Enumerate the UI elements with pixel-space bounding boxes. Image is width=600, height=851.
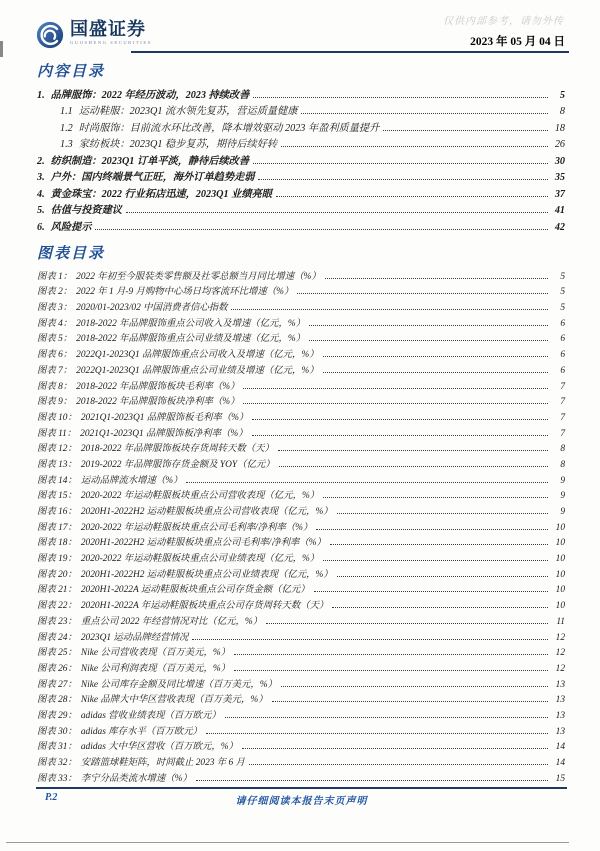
figure-toc-entry [37, 752, 565, 768]
page-number: 12 [555, 663, 565, 674]
toc-entry-title: 品牌服饰：2022 年经历波动，2023 持续改善 [50, 89, 250, 101]
figure-toc-entry [37, 564, 565, 580]
toc-entry [37, 150, 565, 167]
figure-toc-title: 图表目录 [37, 246, 106, 262]
dot-leader [234, 670, 548, 671]
figure-toc-entry [37, 595, 565, 611]
page-number: 18 [554, 122, 565, 134]
figure-toc-entry [37, 768, 565, 784]
figure-entry-title: Nike 公司利润表现（百万美元，%） [80, 663, 231, 674]
footer-page-number: P.2 [45, 792, 58, 803]
dot-leader [206, 733, 548, 734]
toc-entry [37, 117, 565, 134]
figure-entry-title: 2022 年初至今服装类零售额及社零总额当月同比增速（%） [76, 271, 321, 282]
page-number: 30 [554, 155, 565, 167]
figure-entry-title: 2020-2022 年运动鞋服板块重点公司毛利率/净利率（%） [80, 522, 313, 533]
page-number: 5 [559, 89, 565, 101]
content-toc-list [37, 84, 565, 233]
brand-logo [35, 20, 152, 50]
dot-leader [297, 293, 548, 294]
figure-entry-title: Nike 品牌大中华区营收表现（百万美元，%） [80, 695, 268, 706]
figure-entry-title: 2020H1-2022A 年运动鞋服板块重点公司存货周转天数（天） [80, 601, 329, 612]
dot-leader [243, 403, 548, 404]
page-number: 26 [554, 139, 565, 150]
page-number: 7 [560, 381, 565, 392]
figure-entry-title: 2020-2022 年运动鞋服板块重点公司营收表现（亿元，%） [80, 491, 320, 502]
page-number: 5 [560, 271, 565, 282]
figure-entry-number: 图表 14： [37, 475, 77, 486]
figure-entry-title: 2018-2022 年品牌服饰重点公司收入及增速（亿元，%） [76, 318, 306, 329]
page-number: 6 [560, 334, 565, 345]
figure-toc-entry [37, 721, 565, 737]
toc-entry-number: 2. [37, 155, 45, 167]
figure-entry-title: 2018-2022 年品牌服饰板块净利率（%） [76, 397, 240, 408]
dot-leader [258, 179, 548, 180]
page-number: 8 [560, 459, 565, 470]
dot-leader [330, 544, 548, 545]
figure-toc-entry [37, 439, 565, 455]
page-number: 37 [554, 188, 565, 200]
brand-subtitle: GUOSHENG SECURITIES [70, 40, 152, 45]
page-number: 10 [555, 585, 565, 596]
dot-leader [126, 212, 548, 213]
figure-entry-title: 2019-2022 年品牌服饰存货金额及 YOY（亿元） [80, 459, 275, 470]
page-number: 13 [555, 679, 565, 690]
toc-entry-number: 1.2 [60, 122, 73, 134]
figure-entry-title: 2022Q1-2023Q1 品牌服饰重点公司业绩及增速（亿元，%） [76, 365, 319, 376]
figure-toc-list [37, 266, 565, 784]
figure-toc-entry [37, 611, 565, 627]
dot-leader [231, 309, 548, 310]
dot-leader [337, 513, 548, 514]
figure-toc-entry [37, 658, 565, 674]
figure-entry-title: 2020-2022 年运动鞋服板块重点公司业绩表现（亿元，%） [80, 554, 320, 565]
footer-disclaimer: 请仔细阅读本报告末页声明 [235, 796, 368, 807]
figure-toc-entry [37, 643, 565, 659]
figure-entry-title: 2018-2022 年品牌服饰板块毛利率（%） [76, 381, 240, 392]
figure-toc-entry [37, 501, 565, 517]
dot-leader [196, 780, 548, 781]
figure-entry-number: 图表 16： [37, 507, 77, 517]
figure-entry-number: 图表 32： [37, 758, 77, 768]
figure-entry-number: 图表 6： [37, 350, 73, 361]
page-number: 5 [560, 287, 565, 298]
content-toc-title: 内容目录 [37, 64, 106, 80]
report-date: 2023 年 05 月 04 日 [470, 36, 565, 48]
toc-entry-number: 1. [37, 89, 45, 101]
figure-entry-title: adidas 营收业绩表现（百万欧元） [80, 710, 221, 721]
guosheng-logo-icon [35, 20, 65, 50]
figure-entry-number: 图表 13： [37, 459, 77, 470]
figure-entry-title: 2020H1-2022H2 运动鞋服板块重点公司毛利率/净利率（%） [80, 538, 326, 549]
dot-leader [323, 356, 548, 357]
page-number: 14 [555, 742, 565, 753]
figure-toc-entry [37, 407, 565, 423]
scan-artifact [0, 41, 3, 57]
dot-leader [243, 388, 548, 389]
figure-entry-title: 2021Q1-2023Q1 品牌服饰板净利率（%） [80, 428, 248, 439]
page-number: 10 [555, 522, 565, 533]
figure-toc-entry [37, 266, 565, 282]
toc-entry-title: 估值与投资建议 [50, 205, 122, 216]
figure-entry-number: 图表 19： [37, 554, 77, 565]
figure-entry-number: 图表 10： [37, 412, 77, 423]
dot-leader [252, 435, 548, 436]
dot-leader [281, 146, 548, 147]
figure-entry-title: 2023Q1 运动品牌经营情况 [80, 632, 189, 643]
figure-entry-number: 图表 29： [37, 710, 77, 721]
toc-entry-title: 风险提示 [50, 221, 92, 233]
page-number: 10 [555, 601, 565, 612]
page-number: 6 [560, 365, 565, 376]
figure-entry-title: 2020/01-2023/02 中国消费者信心指数 [76, 303, 228, 314]
toc-entry-title: 黄金珠宝：2022 行业拓店迅速，2023Q1 业绩亮眼 [50, 188, 272, 200]
figure-entry-number: 图表 9： [37, 397, 73, 408]
figure-toc-entry [37, 297, 565, 313]
figure-entry-title: 安踏篮球鞋矩阵，时间截止 2023 年 6 月 [80, 758, 245, 768]
dot-leader [323, 497, 548, 498]
brand-name: 国盛证券 [70, 19, 146, 39]
dot-leader [242, 748, 548, 749]
figure-toc-entry [37, 313, 565, 329]
figure-entry-number: 图表 31： [37, 742, 77, 753]
dot-leader [301, 113, 548, 114]
report-footer [36, 792, 567, 806]
figure-toc-entry [37, 548, 565, 564]
toc-entry [37, 101, 565, 118]
report-header [35, 20, 565, 54]
page-number: 6 [560, 350, 565, 361]
dot-leader [272, 701, 548, 702]
figure-entry-title: adidas 库存水平（百万欧元） [80, 726, 202, 737]
page-number: 14 [555, 758, 565, 768]
dot-leader [316, 529, 548, 530]
toc-entry-title: 家纺板块：2023Q1 稳步复苏，期待后续好转 [78, 139, 278, 150]
toc-entry [37, 216, 565, 233]
dot-leader [276, 196, 548, 197]
page-number: 9 [560, 491, 565, 502]
dot-leader [249, 764, 548, 765]
figure-entry-number: 图表 15： [37, 491, 77, 502]
figure-toc-entry [37, 486, 565, 502]
page-number: 13 [555, 695, 565, 706]
figure-entry-number: 图表 4： [37, 318, 73, 329]
toc-entry-number: 5. [37, 205, 45, 216]
figure-entry-number: 图表 22： [37, 601, 77, 612]
page-number: 10 [555, 569, 565, 580]
figure-entry-title: 2020H1-2022A 运动鞋服板块重点公司存货金额（亿元） [80, 585, 310, 596]
toc-entry [37, 183, 565, 200]
figure-toc-entry [37, 454, 565, 470]
figure-entry-number: 图表 8： [37, 381, 73, 392]
figure-toc-entry [37, 344, 565, 360]
figure-entry-title: adidas 大中华区营收（百万欧元，%） [80, 742, 238, 753]
dot-leader [278, 450, 548, 451]
toc-entry [37, 84, 565, 101]
toc-entry-number: 4. [37, 188, 45, 200]
toc-entry-title: 运动鞋服：2023Q1 流水领先复苏，营运质量健康 [78, 106, 298, 117]
figure-entry-number: 图表 26： [37, 663, 77, 674]
toc-entry-title: 户外：国内终端景气正旺，海外订单趋势走弱 [50, 172, 255, 183]
figure-entry-title: 2020H1-2022H2 运动鞋服板块重点公司业绩表现（亿元，%） [80, 569, 333, 580]
page-number: 7 [560, 412, 565, 423]
page-number: 9 [560, 507, 565, 517]
dot-leader [192, 639, 548, 640]
page-bottom-edge [6, 842, 569, 843]
figure-entry-number: 图表 33： [37, 773, 77, 784]
page-number: 13 [555, 710, 565, 721]
figure-toc-entry [37, 533, 565, 549]
figure-entry-title: 李宁分品类流水增速（%） [80, 773, 192, 784]
page-number: 7 [560, 397, 565, 408]
page-number: 11 [556, 616, 565, 627]
figure-toc-entry [37, 282, 565, 298]
dot-leader [279, 466, 548, 467]
figure-entry-number: 图表 20： [37, 569, 77, 580]
figure-entry-number: 图表 1： [37, 271, 73, 282]
figure-entry-title: 2018-2022 年品牌服饰重点公司业绩及增速（亿元，%） [76, 334, 306, 345]
dot-leader [323, 372, 548, 373]
dot-leader [253, 97, 548, 98]
dot-leader [252, 419, 548, 420]
dot-leader [95, 229, 548, 230]
toc-entry [37, 167, 565, 184]
figure-toc-entry [37, 674, 565, 690]
page-number: 8 [559, 106, 565, 117]
figure-entry-number: 图表 21： [37, 585, 77, 596]
dot-leader [337, 576, 548, 577]
figure-entry-title: Nike 公司营收表现（百万美元，%） [80, 648, 231, 659]
page-number: 6 [560, 318, 565, 329]
page-number: 12 [555, 632, 565, 643]
figure-entry-number: 图表 7： [37, 365, 73, 376]
toc-entry-number: 1.1 [60, 106, 73, 117]
dot-leader [225, 717, 548, 718]
page-number: 5 [560, 303, 565, 314]
header-divider [131, 51, 569, 53]
figure-toc-entry [37, 580, 565, 596]
dot-leader [325, 278, 548, 279]
figure-entry-title: 2022 年 1 月-9 月购物中心场日均客流环比增速（%） [76, 287, 294, 298]
toc-entry [37, 200, 565, 217]
figure-entry-title: 2020H1-2022H2 运动鞋服板块重点公司营收表现（亿元，%） [80, 507, 333, 517]
figure-entry-number: 图表 30： [37, 726, 77, 737]
figure-entry-title: 2021Q1-2023Q1 品牌服饰板毛利率（%） [80, 412, 249, 423]
toc-entry-number: 1.3 [60, 139, 73, 150]
dot-leader [234, 654, 548, 655]
toc-entry-title: 时尚服饰：目前流水环比改善，降本增效驱动 2023 年盈利质量提升 [78, 122, 380, 134]
figure-toc-entry [37, 517, 565, 533]
page-number: 10 [555, 554, 565, 565]
figure-entry-number: 图表 2： [37, 287, 73, 298]
page-number: 10 [555, 538, 565, 549]
figure-toc-entry [37, 690, 565, 706]
dot-leader [383, 130, 548, 131]
figure-entry-number: 图表 3： [37, 303, 73, 314]
figure-entry-number: 图表 28： [37, 695, 77, 706]
page-number: 13 [555, 726, 565, 737]
toc-entry-number: 6. [37, 221, 45, 233]
figure-toc-entry [37, 705, 565, 721]
figure-entry-number: 图表 5： [37, 334, 73, 345]
toc-entry-number: 3. [37, 172, 45, 183]
page-number: 12 [555, 648, 565, 659]
figure-entry-title: 重点公司 2022 年经营情况对比（亿元，%） [80, 616, 263, 627]
toc-entry [37, 134, 565, 151]
figure-entry-title: 运动品牌流水增速（%） [80, 475, 183, 486]
page-number: 42 [554, 221, 565, 233]
figure-toc-entry [37, 737, 565, 753]
page-number: 35 [554, 172, 565, 183]
dot-leader [309, 340, 548, 341]
dot-leader [253, 163, 548, 164]
figure-toc-entry [37, 376, 565, 392]
figure-entry-number: 图表 27： [37, 679, 77, 690]
page-number: 9 [560, 475, 565, 486]
dot-leader [314, 591, 548, 592]
figure-entry-title: 2022Q1-2023Q1 品牌服饰重点公司收入及增速（亿元，%） [76, 350, 319, 361]
internal-use-watermark: 仅供内部参考，请勿外传 [443, 16, 564, 27]
figure-toc-entry [37, 329, 565, 345]
figure-toc-entry [37, 423, 565, 439]
figure-entry-number: 图表 23： [37, 616, 77, 627]
figure-entry-title: Nike 公司库存金额及同比增速（百万美元，%） [80, 679, 277, 690]
figure-toc-entry [37, 392, 565, 408]
dot-leader [281, 686, 548, 687]
figure-entry-number: 图表 24： [37, 632, 77, 643]
figure-entry-number: 图表 11： [37, 428, 77, 439]
dot-leader [309, 325, 548, 326]
footer-divider [36, 787, 567, 789]
page-number: 8 [560, 444, 565, 455]
figure-toc-entry [37, 627, 565, 643]
figure-toc-entry [37, 470, 565, 486]
dot-leader [323, 560, 548, 561]
dot-leader [332, 607, 548, 608]
dot-leader [266, 623, 548, 624]
dot-leader [186, 482, 548, 483]
page-number: 41 [554, 205, 565, 216]
toc-entry-title: 纺织制造：2023Q1 订单平淡，静待后续改善 [50, 155, 250, 167]
figure-entry-title: 2018-2022 年品牌服饰板块存货周转天数（天） [80, 444, 274, 455]
figure-toc-entry [37, 360, 565, 376]
figure-entry-number: 图表 18： [37, 538, 77, 549]
figure-entry-number: 图表 25： [37, 648, 77, 659]
page-number: 7 [560, 428, 565, 439]
page-number: 15 [555, 773, 565, 784]
figure-entry-number: 图表 12： [37, 444, 77, 455]
figure-entry-number: 图表 17： [37, 522, 77, 533]
